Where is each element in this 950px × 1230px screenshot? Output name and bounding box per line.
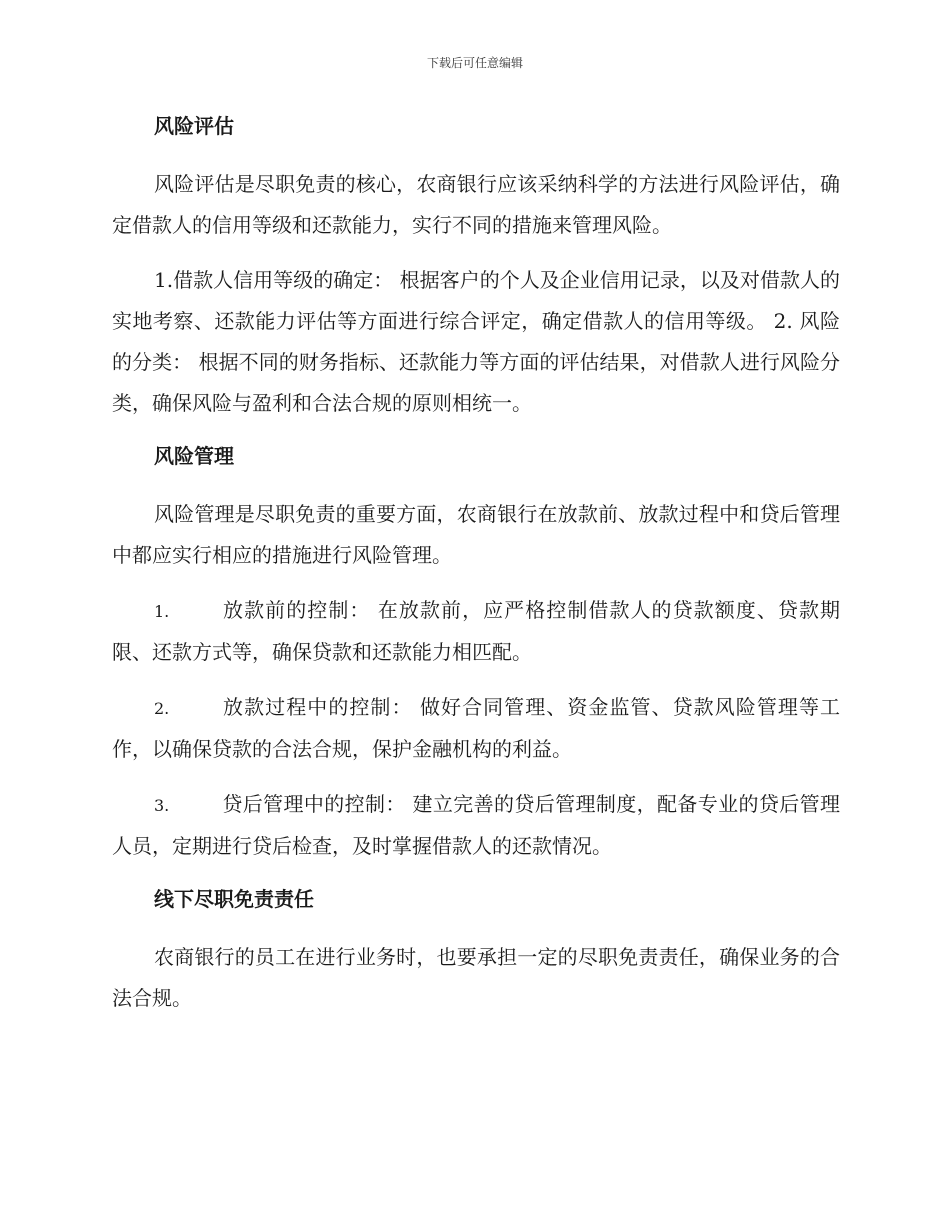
page-header: 下载后可任意编辑	[426, 56, 523, 70]
list-item-text: 放款前的控制： 在放款前，应严格控制借款人的贷款额度、贷款期限、还款方式等，确保贷款和还款能力相匹配。	[112, 598, 840, 664]
risk-management-intro: 风险管理是尽职免责的重要方面，农商银行在放款前、放款过程中和贷后管理中都应实行相应的措施进行风险管理。	[112, 502, 840, 567]
risk-evaluation-intro: 风险评估是尽职免责的核心，农商银行应该采纳科学的方法进行风险评估，确定借款人的信用等级和还款能力，实行不同的措施来管理风险。	[112, 172, 840, 237]
document-body	[112, 108, 840, 1033]
list-item	[112, 687, 840, 770]
list-item-number: 2.	[154, 699, 170, 718]
offline-duty-intro: 农商银行的员工在进行业务时，也要承担一定的尽职免责责任，确保业务的合法合规。	[112, 945, 840, 1010]
list-item-text: 放款过程中的控制： 做好合同管理、资金监管、贷款风险管理等工作，以确保贷款的合法合规，保护金融机构的利益。	[112, 695, 840, 761]
section-title-risk-evaluation: 风险评估	[154, 114, 234, 138]
risk-evaluation-detail: 1.借款人信用等级的确定： 根据客户的个人及企业信用记录，以及对借款人的实地考察、还款能力评估等方面进行综合评定，确定借款人的信用等级。 2. 风险的分类： 根据不同的财务指标、还款能力等方面的评估结果，对借款人进行风险分类，确保风险与盈利和合法合规的原则相统一。	[112, 268, 840, 415]
list-item	[112, 590, 840, 673]
list-item	[112, 784, 840, 867]
section-title-offline-duty: 线下尽职免责责任	[154, 887, 314, 911]
list-item-number: 3.	[154, 796, 170, 815]
list-item-text: 贷后管理中的控制： 建立完善的贷后管理制度，配备专业的贷后管理人员，定期进行贷后检查，及时掌握借款人的还款情况。	[112, 792, 840, 858]
section-title-risk-management: 风险管理	[154, 444, 234, 468]
list-item-number: 1.	[154, 602, 170, 621]
